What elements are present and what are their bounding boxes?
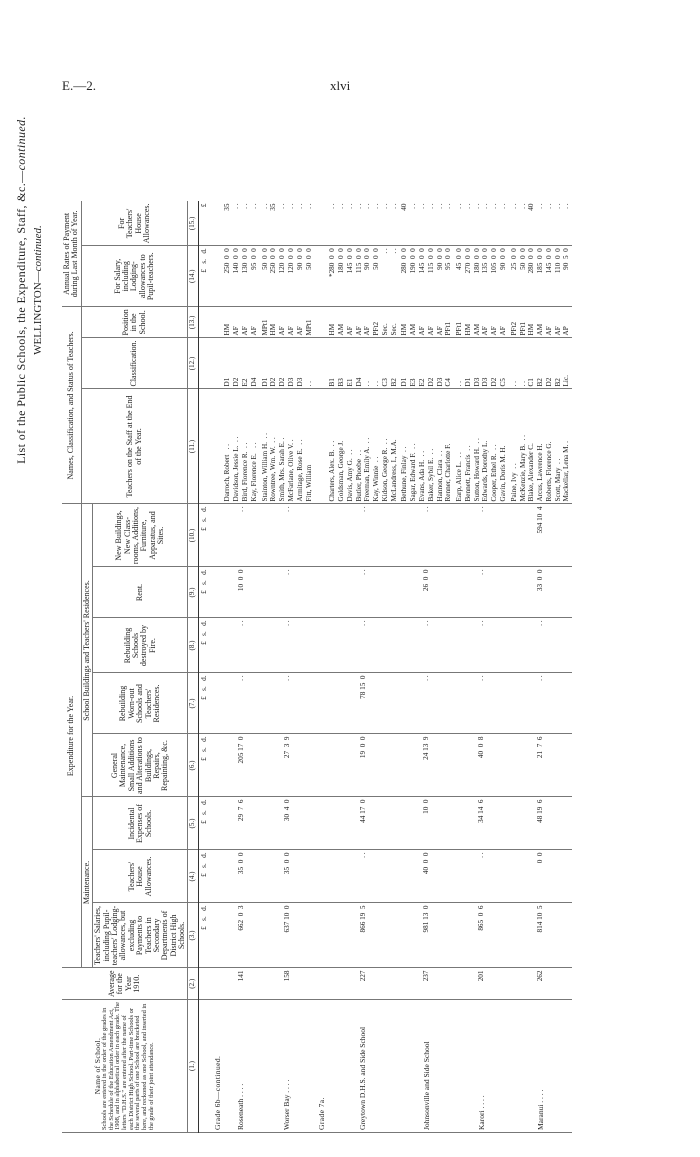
col-number: (9.) <box>188 567 198 618</box>
new-buildings: . . <box>399 504 454 567</box>
school-name: Johnsonville and Side School <box>399 1000 454 1133</box>
units-row <box>198 202 209 1133</box>
empty-cell <box>210 504 223 567</box>
average-attendance: 262 <box>509 968 572 1000</box>
house-rate: . . . . . . . . . . . . <box>454 202 509 246</box>
general-maintenance-header: General Maintenance, Small Additions and Alterations to Buildings, Repairs, Repainting, &c. <box>93 734 188 797</box>
col-number: (2.) <box>188 968 198 1000</box>
school-row <box>222 202 259 1133</box>
position-header: Position in the School. <box>81 307 188 338</box>
empty-cell <box>314 968 327 1000</box>
teachers-header: Teachers on the Staff at the End of the Year. <box>81 389 188 504</box>
teacher-position: HM AM AF AF AF PFt1 <box>399 307 454 338</box>
units-cell <box>198 307 209 338</box>
empty-cell <box>210 246 223 307</box>
col-number: (6.) <box>188 734 198 797</box>
empty-cell <box>210 389 223 504</box>
empty-cell <box>210 968 223 1000</box>
units-cell <box>198 338 209 389</box>
school-name: Greytown D.H.S. and Side School <box>327 1000 399 1133</box>
rent-value: 33 0 0 <box>509 567 572 618</box>
new-buildings-header: New Buildings, New Class-rooms, Additions, Furniture, Apparatus, and Sites. <box>93 504 188 567</box>
name-of-school-header: Name of School. Schools are entered in the order of the grades in the Schedule of the Education Amendment Act, 1908, and in alphabetical order in each grade. The letters "D.H.S." are entered after the name of each District High School. Part-time Schools or the several parts of one School are bracketed here, and reckoned as one School, and inserted in the grade of their joint attendance. <box>62 1000 188 1133</box>
house-allowances: 35 0 0 <box>260 850 315 903</box>
maintenance-header: Maintenance. <box>81 797 92 968</box>
incidental-expenses: 30 4 0 <box>260 797 315 850</box>
teacher-position: HM AM AF AF AF PFt2 Sec. Sec. <box>327 307 399 338</box>
rent-value: 10 0 0 <box>222 567 259 618</box>
teachers-status-header: Names, Classification, and Status of Teachers. <box>62 307 81 504</box>
col-number: (5.) <box>188 797 198 850</box>
teacher-names: Paine, Ivy . . McKenzie, Mary B. . . Blake, Alexander C. Arcus, Lawrence H. Roberts, Florence G. Scott, Mary . . Mackellar, Lena M. . <box>509 389 572 504</box>
empty-cell <box>314 389 327 504</box>
teacher-names: Charters, Alex. B. . . Goldsman, George J. Davis, Amy G. . . Butler, Phoebe . . Freeman, Emily A. . . Kay, Winnie . . Kidson, George R. . . McLandress, I., M.A. <box>327 389 399 504</box>
school-name: Maranui . . . . <box>509 1000 572 1133</box>
teacher-classification: D1 E3 E2 D2 D3 C4 <box>399 338 454 389</box>
grade-label: Grade 6b—continued. <box>210 1000 223 1133</box>
rent-value: . . <box>327 567 399 618</box>
school-row <box>509 202 572 1133</box>
teacher-position: PFt1 HM AM AF AF AF <box>454 307 509 338</box>
col-number: (13.) <box>188 307 198 338</box>
empty-cell <box>314 567 327 618</box>
col-number: (3.) <box>188 903 198 968</box>
grade-row <box>210 202 223 1133</box>
salaries-header: Teachers' Salaries, including Pupil-teachers' Lodging-allowances, but excluding Payments to Teachers in Secondary Departments of District High Schools. <box>93 903 188 968</box>
school-name: Worser Bay . . . . <box>260 1000 315 1133</box>
incidental-expenses: 10 0 <box>399 797 454 850</box>
units-lsd: £ s. d. <box>198 567 209 618</box>
schools-table <box>62 202 572 1134</box>
house-allowance-header: Teachers' House Allowances. <box>93 850 188 903</box>
rebuilding-worn: . . <box>399 673 454 734</box>
empty-cell <box>210 338 223 389</box>
empty-cell <box>314 618 327 673</box>
empty-cell <box>314 504 327 567</box>
table-body <box>210 202 573 1133</box>
incidental-header: Incidental Expenses of Schools. <box>93 797 188 850</box>
average-attendance: 141 <box>222 968 259 1000</box>
incidental-expenses: 44 17 0 <box>327 797 399 850</box>
rotated-table-wrapper <box>62 121 662 1133</box>
house-rate: 35 . . . . . . <box>222 202 259 246</box>
classification-header: Classification. <box>81 338 188 389</box>
average-attendance: 158 <box>260 968 315 1000</box>
empty-cell <box>314 797 327 850</box>
incidental-expenses: 29 7 6 <box>222 797 259 850</box>
salary-rate: 280 0 0 190 0 0 145 0 0 115 0 0 90 0 0 95 0 0 <box>399 246 454 307</box>
salary-rate: 45 0 0 270 0 0 180 0 0 135 0 0 105 0 0 90 0 0 <box>454 246 509 307</box>
new-buildings: . . <box>454 504 509 567</box>
col-number: (7.) <box>188 673 198 734</box>
empty-cell <box>210 850 223 903</box>
units-lsd: £ s. d. <box>198 734 209 797</box>
house-allowances: 40 0 0 <box>399 850 454 903</box>
col-number: (11.) <box>188 389 198 504</box>
teacher-classification: D1 D2 E2 D4 <box>222 338 259 389</box>
general-maintenance: 40 0 8 <box>454 734 509 797</box>
incidental-expenses: 34 14 6 <box>454 797 509 850</box>
general-maintenance: 19 0 0 <box>327 734 399 797</box>
page-title: List of the Public Schools, the Expenditure, Staff, &c.—continued. <box>14 116 28 464</box>
expenditure-header: Expenditure for the Year. <box>62 504 81 968</box>
grade-row <box>314 202 327 1133</box>
header-row <box>62 202 81 1133</box>
empty-cell <box>210 202 223 246</box>
empty-cell <box>314 246 327 307</box>
empty-cell <box>210 567 223 618</box>
units-lsd: £ s. d. <box>198 850 209 903</box>
page-ref: E.—2. <box>62 78 96 93</box>
rebuilding-worn-header: Rebuilding Worn-out Schools and Teachers' Residences. <box>93 673 188 734</box>
rebuilding-worn: . . <box>454 673 509 734</box>
teacher-classification: B1 B3 E1 D4 . . . . C3 B2 <box>327 338 399 389</box>
rent-value: . . <box>454 567 509 618</box>
rebuilding-worn: 78 15 0 <box>327 673 399 734</box>
school-row <box>454 202 509 1133</box>
teacher-names: Darroch, Robert . . Davidson, Jessie L. . . Bird, Florence R. . . Kay, Florence E. . . <box>222 389 259 504</box>
units-lsd: £ s. d. <box>198 797 209 850</box>
units-lsd: £ s. d. <box>198 618 209 673</box>
teacher-salaries: 866 19 5 <box>327 903 399 968</box>
teacher-classification: . . . . C1 B2 D2 B2 Lic. <box>509 338 572 389</box>
rebuilding-worn: . . <box>509 673 572 734</box>
teacher-position: HM AF AF AF <box>222 307 259 338</box>
for-salary-header: For Salary, including Lodging-allowances to Pupil-teachers. <box>81 246 188 307</box>
grade-label: Grade 7a. <box>314 1000 327 1133</box>
rent-header: Rent. <box>93 567 188 618</box>
rebuilding-fire: . . <box>399 618 454 673</box>
house-rate: . . . . 40 . . . . . . . . <box>509 202 572 246</box>
house-allowances: . . <box>454 850 509 903</box>
school-row <box>399 202 454 1133</box>
units-lsd: £ s. d. <box>198 673 209 734</box>
empty-cell <box>314 850 327 903</box>
average-attendance: 227 <box>327 968 399 1000</box>
empty-cell <box>314 673 327 734</box>
average-header: Average for the Year 1910. <box>62 968 188 1000</box>
general-maintenance: 27 3 9 <box>260 734 315 797</box>
new-buildings: 594 10 4 <box>509 504 572 567</box>
col-number: (15.) <box>188 202 198 246</box>
house-rate: 40 . . . . . . . . . . <box>399 202 454 246</box>
empty-cell <box>314 734 327 797</box>
house-allowances: . . <box>327 850 399 903</box>
teacher-position: PFt2 PFt1 HM AM AF AF AP <box>509 307 572 338</box>
teacher-names: Bethune, Finlay . . Sagar, Edward F. . . Evans, Ada H. . . Baker, Sybil E. . . Hannon, Clara . . Renner, Charlotte F. <box>399 389 454 504</box>
units-lsd: £ s. d. <box>198 903 209 968</box>
col-number: (12.) <box>188 338 198 389</box>
teacher-salaries: 662 0 3 <box>222 903 259 968</box>
teacher-salaries: 814 10 5 <box>509 903 572 968</box>
rebuilding-fire: . . <box>260 618 315 673</box>
rebuilding-fire-header: Rebuilding Schools destroyed by Fire. <box>93 618 188 673</box>
empty-cell <box>314 307 327 338</box>
teacher-position: MPt1 HM AF AF AF MPt1 <box>260 307 315 338</box>
school-row <box>260 202 315 1133</box>
annual-rates-header: Annual Rates of Payment during Last Month of Year. <box>62 202 81 307</box>
new-buildings: . . <box>327 504 399 567</box>
units-pound: £ <box>198 202 209 246</box>
empty-cell <box>314 338 327 389</box>
house-rate: . . . . . . . . . . . . . . . . <box>327 202 399 246</box>
general-maintenance: 21 7 6 <box>509 734 572 797</box>
teacher-salaries: 637 10 0 <box>260 903 315 968</box>
salary-rate: 250 0 0 140 0 0 130 0 0 95 0 0 <box>222 246 259 307</box>
school-name: Karori . . . . <box>454 1000 509 1133</box>
units-lsd: £ s. d. <box>198 246 209 307</box>
empty-cell <box>314 903 327 968</box>
empty-cell <box>210 673 223 734</box>
units-cell <box>198 389 209 504</box>
general-maintenance: 24 13 9 <box>399 734 454 797</box>
rent-value: 26 0 0 <box>399 567 454 618</box>
general-maintenance: 205 17 0 <box>222 734 259 797</box>
house-allowances: 35 0 0 <box>222 850 259 903</box>
col-number: (10.) <box>188 504 198 567</box>
rebuilding-fire: . . <box>222 618 259 673</box>
page-number: xlvi <box>330 78 351 93</box>
empty-cell <box>210 618 223 673</box>
salary-rate: *280 0 0 180 0 0 145 0 0 115 0 0 90 0 0 50 0 0 . . . . <box>327 246 399 307</box>
salary-rate: 25 0 0 50 0 0 280 0 0 185 0 0 145 0 0 110 0 0 90 5 0 <box>509 246 572 307</box>
empty-cell <box>210 903 223 968</box>
house-rate: . . 35 . . . . . . . . <box>260 202 315 246</box>
units-lsd: £ s. d. <box>198 504 209 567</box>
col-number: (8.) <box>188 618 198 673</box>
rebuilding-worn: . . <box>222 673 259 734</box>
average-attendance: 201 <box>454 968 509 1000</box>
teacher-names: Stainton, William H. . . Rowntree, Wm. W. . . Smith, Mrs. Sarah E. . McFarlane, Olive V. . Armitage, Rose E. . . Fitt, William <box>260 389 315 504</box>
for-house-header: For Teachers' House Allowances. <box>81 202 188 246</box>
rebuilding-fire: . . <box>509 618 572 673</box>
rebuilding-fire: . . <box>454 618 509 673</box>
teacher-salaries: 981 13 0 <box>399 903 454 968</box>
units-cell <box>198 968 209 1000</box>
col-number: (4.) <box>188 850 198 903</box>
teacher-names: Earp, Alice L. . . Bennett, Francis . . Sutton, Howard H. . . Edwards, Dorothy L. Cooper, Ethel R. . . Gavin, Doris M. H. <box>454 389 509 504</box>
empty-cell <box>210 734 223 797</box>
average-attendance: 237 <box>399 968 454 1000</box>
empty-cell <box>210 307 223 338</box>
rebuilding-worn: . . <box>260 673 315 734</box>
new-buildings: . . <box>260 504 315 567</box>
teacher-classification: . . D1 D3 D3 D2 C5 <box>454 338 509 389</box>
school-name: Roseneath . . . . <box>222 1000 259 1133</box>
teacher-salaries: 865 0 6 <box>454 903 509 968</box>
empty-cell <box>210 797 223 850</box>
new-buildings: . . <box>222 504 259 567</box>
column-number-row <box>188 202 198 1133</box>
house-allowances: 0 0 <box>509 850 572 903</box>
school-row <box>327 202 399 1133</box>
units-cell <box>198 1000 209 1133</box>
teacher-classification: D1 D2 D2 D3 D3 . . <box>260 338 315 389</box>
empty-cell <box>314 202 327 246</box>
rent-value: . . <box>260 567 315 618</box>
incidental-expenses: 48 19 6 <box>509 797 572 850</box>
col-number: (1.) <box>188 1000 198 1133</box>
buildings-header: School Buildings and Teachers' Residences. <box>81 504 92 797</box>
salary-rate: 50 0 0 250 0 0 120 0 0 120 0 0 90 0 0 50 0 0 <box>260 246 315 307</box>
rebuilding-fire: . . <box>327 618 399 673</box>
page-subtitle: WELLINGTON—continued. <box>32 225 44 355</box>
col-number: (14.) <box>188 246 198 307</box>
